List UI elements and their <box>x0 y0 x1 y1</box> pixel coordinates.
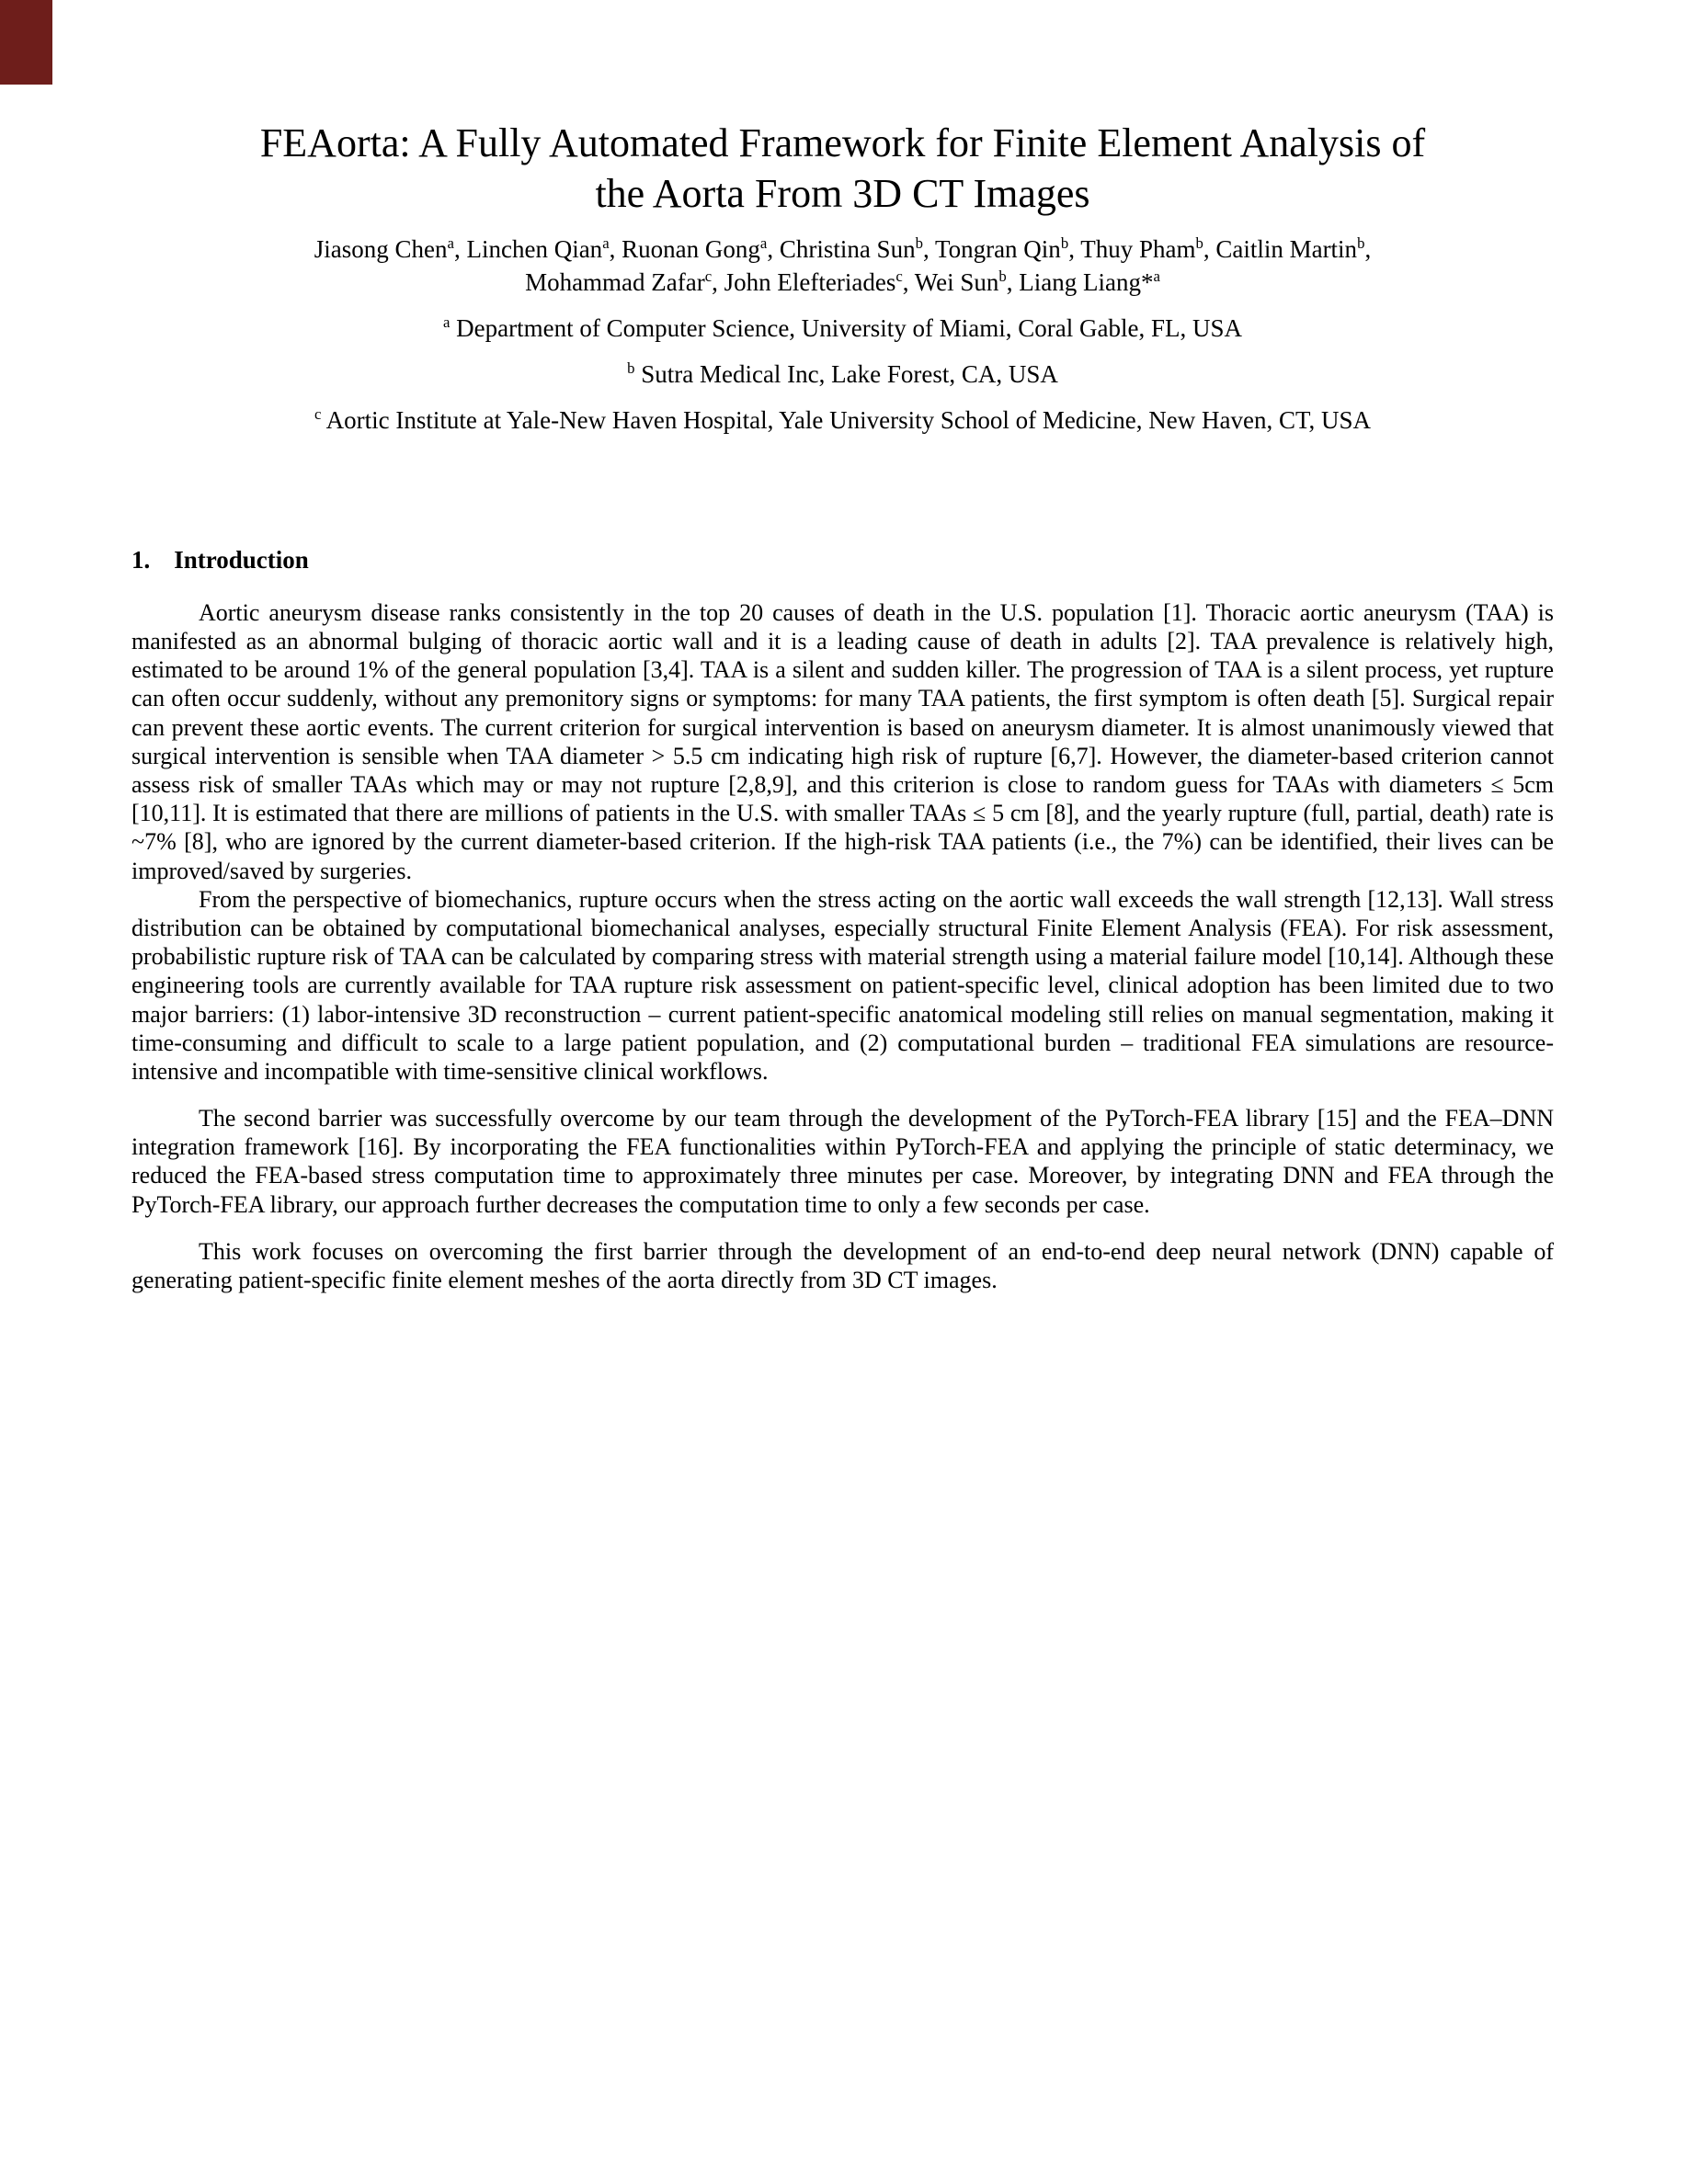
authors-line-1: Jiasong Chen$^a$, Linchen Qian$^a$, Ruonan Gong$^a$, Christina Sun$^b$, Tongran Qin$^b$, Thuy Pham$^b$, Caitlin Martin$^b$, <box>314 234 1372 263</box>
section-label: Introduction <box>174 545 309 574</box>
affiliation-a: $^a$ Department of Computer Science, University of Miami, Coral Gable, FL, USA <box>442 313 1242 343</box>
author-list <box>131 233 1554 299</box>
paragraph-1: Aortic aneurysm disease ranks consistently in the top 20 causes of death in the U.S. population [1]. Thoracic aortic aneurysm (TAA) is manifested as an abnormal bulging of thoracic aortic wall and it is a leading cause of death in adults [2]. TAA prevalence is relatively high, estimated to be around 1% of the general population [3,4]. TAA is a silent and sudden killer. The progression of TAA is a silent process, yet rupture can often occur suddenly, without any premonitory signs or symptoms: for many TAA patients, the first symptom is often death [5]. Surgical repair can prevent these aortic events. The current criterion for surgical intervention is based on aneurysm diameter. It is almost unanimously viewed that surgical intervention is sensible when TAA diameter > 5.5 cm indicating high risk of rupture [6,7]. However, the diameter-based criterion cannot assess risk of smaller TAAs which may or may not rupture [2,8,9], and this criterion is close to random guess for TAAs with diameters ≤ 5cm [10,11]. It is estimated that there are millions of patients in the U.S. with smaller TAAs ≤ 5 cm [8], and the yearly rupture (full, partial, death) rate is ~7% [8], who are ignored by the current diameter-based criterion. If the high-risk TAA patients (i.e., the 7%) can be identified, their lives can be improved/saved by surgeries. <box>131 598 1554 884</box>
paper-title-line-2: the Aorta From 3D CT Images <box>595 171 1090 216</box>
affiliation-b: $^b$ Sutra Medical Inc, Lake Forest, CA, USA <box>627 359 1058 388</box>
paragraph-3: The second barrier was successfully overcome by our team through the development of the PyTorch-FEA library [15] and the FEA–DNN integration framework [16]. By incorporating the FEA functionalities within PyTorch-FEA and applying the principle of static determinacy, we reduced the FEA-based stress computation time to approximately three minutes per case. Moreover, by integrating DNN and FEA through the PyTorch-FEA library, our approach further decreases the computation time to only a few seconds per case. <box>131 1105 1554 1218</box>
authors-line-2: Mohammad Zafar$^c$, John Elefteriades$^c$, Wei Sun$^b$, Liang Liang*$^a$ <box>525 267 1160 296</box>
paragraph-2: From the perspective of biomechanics, rupture occurs when the stress acting on the aortic wall exceeds the wall strength [12,13]. Wall stress distribution can be obtained by computational biomechanical analyses, especially structural Finite Element Analysis (FEA). For risk assessment, probabilistic rupture risk of TAA can be calculated by comparing stress with material strength using a material failure model [10,14]. Although these engineering tools are currently available for TAA rupture risk assessment on patient-specific level, clinical adoption has been limited due to two major barriers: (1) labor-intensive 3D reconstruction – current patient-specific anatomical modeling still relies on manual segmentation, making it time-consuming and difficult to scale to a large patient population, and (2) computational burden – traditional FEA simulations are resource-intensive and incompatible with time-sensitive clinical workflows. <box>131 885 1554 1085</box>
affiliation-c: $^c$ Aortic Institute at Yale-New Haven Hospital, Yale University School of Medicine, New Haven, CT, USA <box>314 404 1371 434</box>
paper-title <box>131 118 1554 219</box>
section-number: 1. <box>131 545 151 574</box>
left-edge-fragment <box>0 0 52 85</box>
document-page <box>52 0 1688 2184</box>
section-heading-introduction <box>131 545 1554 574</box>
paragraph-4: This work focuses on overcoming the first barrier through the development of an end-to-end deep neural network (DNN) capable of generating patient-specific finite element meshes of the aorta directly from 3D CT images. <box>131 1237 1554 1294</box>
paper-title-line-1: FEAorta: A Fully Automated Framework for Finite Element Analysis of <box>259 120 1426 165</box>
